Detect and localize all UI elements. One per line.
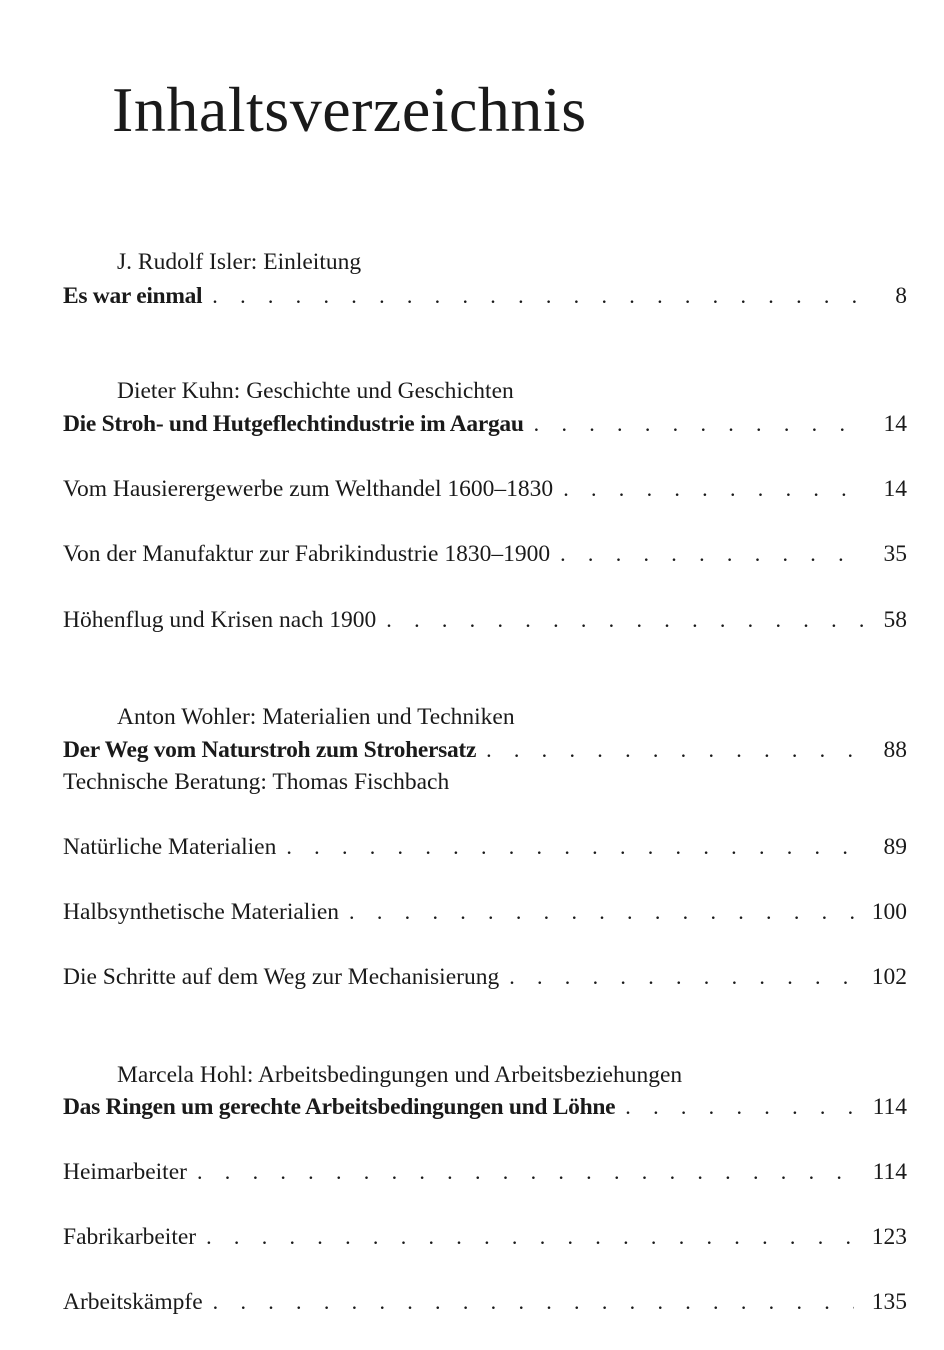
toc-page-number: 8 [895,283,907,309]
dot-leader [386,604,865,636]
toc-page-number: 88 [883,737,907,763]
dot-leader [349,896,854,928]
toc-chapter-heading[interactable] [63,408,907,440]
author-line: Anton Wohler: Materialien und Techniken [117,704,515,730]
dot-leader [197,1156,855,1188]
toc-entry[interactable] [63,1221,907,1253]
toc-chapter-heading[interactable] [63,280,907,312]
dot-leader [534,408,866,440]
toc-entry-title: Fabrikarbeiter [63,1224,197,1250]
toc-page-number: 35 [883,541,907,567]
toc-page-number: 14 [883,411,907,437]
toc-entry-title: Heimarbeiter [63,1159,187,1185]
toc-entry[interactable] [63,538,907,570]
toc-entry-title: Die Stroh- und Hutgeflechtindustrie im Aargau [63,411,524,437]
toc-entry[interactable] [63,831,907,863]
toc-entry-title: Halbsynthetische Materialien [63,899,340,925]
toc-entry-title: Arbeitskämpfe [63,1289,203,1315]
toc-entry-title: Die Schritte auf dem Weg zur Mechanisierung [63,964,500,990]
dot-leader [286,831,865,863]
toc-entry-title: Vom Hausierergewerbe zum Welthandel 1600–1830 [63,476,554,502]
toc-entry-title: Höhenflug und Krisen nach 1900 [63,607,377,633]
toc-page-number: 123 [871,1224,907,1250]
page-title: Inhaltsverzeichnis [112,74,587,145]
toc-entry-title: Das Ringen um gerechte Arbeitsbedingungen und Löhne [63,1094,616,1120]
toc-entry[interactable] [63,961,907,993]
dot-leader [212,280,877,312]
dot-leader [560,538,865,570]
toc-page-number: 14 [883,476,907,502]
toc-chapter-heading[interactable] [63,1091,907,1123]
toc-page-number: 58 [883,607,907,633]
toc-entry[interactable] [63,473,907,505]
toc-entry-title: Der Weg vom Naturstroh zum Strohersatz [63,737,477,763]
toc-entry-title: Es war einmal [63,283,203,309]
dot-leader [213,1286,854,1318]
technical-advice-note: Technische Beratung: Thomas Fischbach [63,769,450,795]
dot-leader [486,734,865,766]
toc-entry[interactable] [63,1286,907,1318]
author-line: Dieter Kuhn: Geschichte und Geschichten [117,378,514,404]
toc-page-number: 100 [871,899,907,925]
toc-page-number: 102 [871,964,907,990]
author-line: Marcela Hohl: Arbeitsbedingungen und Arbeitsbeziehungen [117,1062,683,1088]
author-line: J. Rudolf Isler: Einleitung [117,249,362,275]
dot-leader [563,473,865,505]
dot-leader [206,1221,854,1253]
toc-entry[interactable] [63,1156,907,1188]
toc-entry-title: Von der Manufaktur zur Fabrikindustrie 1830–1900 [63,541,551,567]
toc-entry-title: Natürliche Materialien [63,834,277,860]
toc-chapter-heading[interactable] [63,734,907,766]
toc-page-number: 135 [871,1289,907,1315]
toc-page-number: 89 [883,834,907,860]
toc-page-number: 114 [872,1159,907,1185]
dot-leader [625,1091,854,1123]
toc-page-number: 114 [872,1094,907,1120]
toc-entry[interactable] [63,604,907,636]
dot-leader [509,961,854,993]
toc-entry[interactable] [63,896,907,928]
